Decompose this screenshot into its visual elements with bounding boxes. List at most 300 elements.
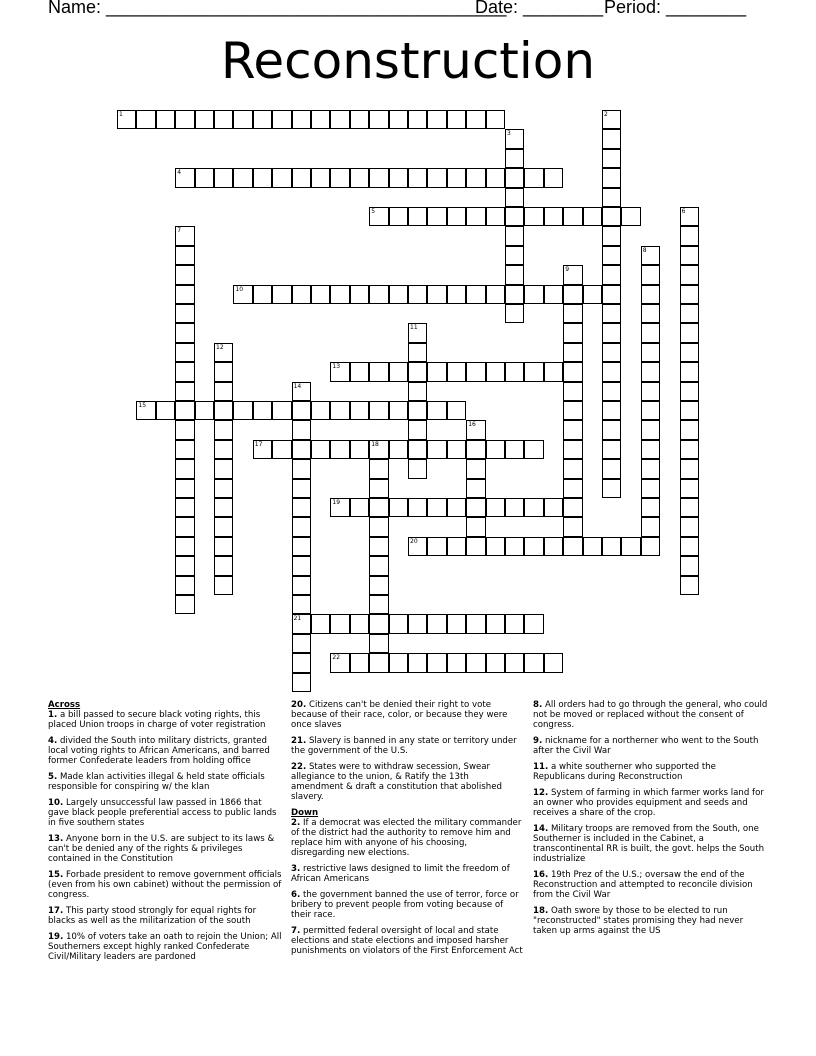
crossword-cell[interactable] xyxy=(641,440,660,459)
crossword-cell[interactable] xyxy=(680,459,699,478)
crossword-cell[interactable] xyxy=(563,498,582,517)
crossword-cell[interactable] xyxy=(175,304,194,323)
crossword-cell[interactable] xyxy=(486,614,505,633)
crossword-cell[interactable] xyxy=(233,110,252,129)
crossword-cell[interactable] xyxy=(641,479,660,498)
crossword-cell[interactable] xyxy=(195,168,214,187)
crossword-cell[interactable] xyxy=(214,537,233,556)
crossword-cell[interactable] xyxy=(427,110,446,129)
crossword-cell[interactable] xyxy=(505,149,524,168)
crossword-cell[interactable] xyxy=(214,440,233,459)
crossword-cell[interactable] xyxy=(427,285,446,304)
crossword-cell[interactable] xyxy=(427,653,446,672)
crossword-cell[interactable] xyxy=(427,401,446,420)
crossword-cell[interactable] xyxy=(195,110,214,129)
crossword-cell[interactable] xyxy=(330,110,349,129)
crossword-cell[interactable] xyxy=(369,285,388,304)
crossword-cell[interactable] xyxy=(389,285,408,304)
crossword-cell[interactable] xyxy=(292,537,311,556)
crossword-cell[interactable] xyxy=(524,537,543,556)
crossword-cell[interactable] xyxy=(621,537,640,556)
crossword-cell[interactable] xyxy=(466,479,485,498)
crossword-cell[interactable] xyxy=(389,653,408,672)
crossword-cell[interactable] xyxy=(524,207,543,226)
crossword-cell[interactable] xyxy=(680,285,699,304)
crossword-cell[interactable] xyxy=(408,207,427,226)
crossword-cell[interactable] xyxy=(369,634,388,653)
crossword-cell[interactable] xyxy=(544,362,563,381)
crossword-cell[interactable] xyxy=(175,440,194,459)
crossword-cell[interactable] xyxy=(408,537,427,556)
crossword-cell[interactable] xyxy=(214,382,233,401)
crossword-cell[interactable] xyxy=(175,537,194,556)
crossword-cell[interactable] xyxy=(524,498,543,517)
crossword-cell[interactable] xyxy=(602,382,621,401)
crossword-cell[interactable] xyxy=(408,110,427,129)
crossword-cell[interactable] xyxy=(427,362,446,381)
crossword-cell[interactable] xyxy=(156,110,175,129)
crossword-cell[interactable] xyxy=(369,479,388,498)
crossword-cell[interactable] xyxy=(602,207,621,226)
crossword-cell[interactable] xyxy=(311,440,330,459)
crossword-cell[interactable] xyxy=(466,440,485,459)
crossword-cell[interactable] xyxy=(505,537,524,556)
crossword-cell[interactable] xyxy=(369,556,388,575)
crossword-cell[interactable] xyxy=(427,168,446,187)
crossword-cell[interactable] xyxy=(292,595,311,614)
crossword-cell[interactable] xyxy=(214,362,233,381)
crossword-cell[interactable] xyxy=(680,498,699,517)
crossword-cell[interactable] xyxy=(408,401,427,420)
crossword-cell[interactable] xyxy=(214,459,233,478)
crossword-cell[interactable] xyxy=(641,362,660,381)
crossword-cell[interactable] xyxy=(369,110,388,129)
crossword-cell[interactable] xyxy=(680,440,699,459)
crossword-cell[interactable] xyxy=(330,362,349,381)
crossword-cell[interactable] xyxy=(641,517,660,536)
crossword-cell[interactable] xyxy=(602,226,621,245)
crossword-cell[interactable] xyxy=(524,653,543,672)
crossword-cell[interactable] xyxy=(292,517,311,536)
crossword-cell[interactable] xyxy=(350,614,369,633)
crossword-cell[interactable] xyxy=(408,168,427,187)
crossword-cell[interactable] xyxy=(486,498,505,517)
crossword-cell[interactable] xyxy=(563,343,582,362)
crossword-cell[interactable] xyxy=(602,188,621,207)
crossword-cell[interactable] xyxy=(447,362,466,381)
crossword-cell[interactable] xyxy=(233,285,252,304)
crossword-cell[interactable] xyxy=(175,343,194,362)
crossword-cell[interactable] xyxy=(389,168,408,187)
crossword-cell[interactable] xyxy=(486,440,505,459)
crossword-cell[interactable] xyxy=(602,459,621,478)
crossword-cell[interactable] xyxy=(505,440,524,459)
crossword-cell[interactable] xyxy=(505,498,524,517)
crossword-cell[interactable] xyxy=(486,207,505,226)
crossword-cell[interactable] xyxy=(330,285,349,304)
crossword-cell[interactable] xyxy=(505,653,524,672)
crossword-cell[interactable] xyxy=(408,653,427,672)
crossword-cell[interactable] xyxy=(369,168,388,187)
crossword-cell[interactable] xyxy=(292,576,311,595)
crossword-cell[interactable] xyxy=(292,634,311,653)
crossword-cell[interactable] xyxy=(505,168,524,187)
crossword-cell[interactable] xyxy=(389,498,408,517)
crossword-cell[interactable] xyxy=(602,343,621,362)
crossword-cell[interactable] xyxy=(544,537,563,556)
crossword-cell[interactable] xyxy=(272,440,291,459)
crossword-cell[interactable] xyxy=(466,362,485,381)
crossword-cell[interactable] xyxy=(350,440,369,459)
crossword-cell[interactable] xyxy=(408,420,427,439)
crossword-cell[interactable] xyxy=(447,537,466,556)
crossword-cell[interactable] xyxy=(486,285,505,304)
crossword-cell[interactable] xyxy=(447,110,466,129)
crossword-cell[interactable] xyxy=(505,265,524,284)
crossword-cell[interactable] xyxy=(524,362,543,381)
crossword-cell[interactable] xyxy=(175,323,194,342)
crossword-cell[interactable] xyxy=(602,304,621,323)
crossword-cell[interactable] xyxy=(466,537,485,556)
crossword-cell[interactable] xyxy=(408,498,427,517)
crossword-cell[interactable] xyxy=(175,498,194,517)
crossword-cell[interactable] xyxy=(214,110,233,129)
crossword-cell[interactable] xyxy=(680,343,699,362)
crossword-cell[interactable] xyxy=(292,556,311,575)
crossword-cell[interactable] xyxy=(330,440,349,459)
crossword-cell[interactable] xyxy=(311,110,330,129)
crossword-cell[interactable] xyxy=(680,362,699,381)
crossword-cell[interactable] xyxy=(311,285,330,304)
crossword-cell[interactable] xyxy=(505,226,524,245)
crossword-cell[interactable] xyxy=(350,498,369,517)
crossword-cell[interactable] xyxy=(214,401,233,420)
crossword-cell[interactable] xyxy=(214,517,233,536)
crossword-cell[interactable] xyxy=(292,110,311,129)
crossword-cell[interactable] xyxy=(408,323,427,342)
crossword-cell[interactable] xyxy=(621,207,640,226)
crossword-cell[interactable] xyxy=(466,498,485,517)
crossword-cell[interactable] xyxy=(466,110,485,129)
crossword-cell[interactable] xyxy=(292,420,311,439)
crossword-cell[interactable] xyxy=(505,207,524,226)
crossword-cell[interactable] xyxy=(408,382,427,401)
crossword-cell[interactable] xyxy=(563,382,582,401)
crossword-cell[interactable] xyxy=(447,653,466,672)
crossword-cell[interactable] xyxy=(369,517,388,536)
crossword-cell[interactable] xyxy=(505,285,524,304)
crossword-cell[interactable] xyxy=(641,537,660,556)
crossword-cell[interactable] xyxy=(524,285,543,304)
crossword-cell[interactable] xyxy=(680,576,699,595)
crossword-cell[interactable] xyxy=(389,362,408,381)
crossword-cell[interactable] xyxy=(136,110,155,129)
crossword-cell[interactable] xyxy=(447,401,466,420)
crossword-cell[interactable] xyxy=(602,285,621,304)
crossword-cell[interactable] xyxy=(563,537,582,556)
crossword-cell[interactable] xyxy=(369,207,388,226)
crossword-cell[interactable] xyxy=(447,614,466,633)
crossword-cell[interactable] xyxy=(272,168,291,187)
crossword-cell[interactable] xyxy=(427,207,446,226)
crossword-cell[interactable] xyxy=(486,110,505,129)
crossword-cell[interactable] xyxy=(466,517,485,536)
crossword-cell[interactable] xyxy=(680,401,699,420)
crossword-cell[interactable] xyxy=(292,382,311,401)
crossword-cell[interactable] xyxy=(544,207,563,226)
crossword-cell[interactable] xyxy=(505,188,524,207)
crossword-cell[interactable] xyxy=(641,459,660,478)
crossword-cell[interactable] xyxy=(602,362,621,381)
crossword-cell[interactable] xyxy=(175,246,194,265)
crossword-cell[interactable] xyxy=(524,168,543,187)
crossword-cell[interactable] xyxy=(369,614,388,633)
crossword-cell[interactable] xyxy=(544,285,563,304)
crossword-cell[interactable] xyxy=(641,382,660,401)
crossword-cell[interactable] xyxy=(233,168,252,187)
crossword-cell[interactable] xyxy=(583,537,602,556)
crossword-cell[interactable] xyxy=(175,595,194,614)
crossword-cell[interactable] xyxy=(563,401,582,420)
crossword-cell[interactable] xyxy=(253,285,272,304)
crossword-cell[interactable] xyxy=(408,440,427,459)
crossword-cell[interactable] xyxy=(447,168,466,187)
crossword-cell[interactable] xyxy=(253,401,272,420)
crossword-cell[interactable] xyxy=(563,207,582,226)
crossword-cell[interactable] xyxy=(292,653,311,672)
crossword-cell[interactable] xyxy=(602,401,621,420)
crossword-cell[interactable] xyxy=(563,459,582,478)
crossword-cell[interactable] xyxy=(563,479,582,498)
crossword-cell[interactable] xyxy=(602,149,621,168)
crossword-cell[interactable] xyxy=(175,226,194,245)
crossword-cell[interactable] xyxy=(175,576,194,595)
crossword-cell[interactable] xyxy=(505,129,524,148)
crossword-cell[interactable] xyxy=(292,440,311,459)
crossword-cell[interactable] xyxy=(641,304,660,323)
crossword-cell[interactable] xyxy=(253,110,272,129)
crossword-cell[interactable] xyxy=(680,226,699,245)
crossword-cell[interactable] xyxy=(195,401,214,420)
crossword-cell[interactable] xyxy=(680,265,699,284)
crossword-cell[interactable] xyxy=(427,537,446,556)
crossword-cell[interactable] xyxy=(136,401,155,420)
crossword-cell[interactable] xyxy=(563,420,582,439)
crossword-cell[interactable] xyxy=(563,304,582,323)
crossword-cell[interactable] xyxy=(641,265,660,284)
crossword-cell[interactable] xyxy=(369,595,388,614)
crossword-cell[interactable] xyxy=(389,110,408,129)
crossword-cell[interactable] xyxy=(292,479,311,498)
crossword-cell[interactable] xyxy=(117,110,136,129)
crossword-cell[interactable] xyxy=(641,420,660,439)
crossword-cell[interactable] xyxy=(524,440,543,459)
crossword-cell[interactable] xyxy=(350,285,369,304)
crossword-cell[interactable] xyxy=(641,285,660,304)
crossword-cell[interactable] xyxy=(466,168,485,187)
crossword-cell[interactable] xyxy=(427,440,446,459)
crossword-cell[interactable] xyxy=(350,110,369,129)
crossword-cell[interactable] xyxy=(389,401,408,420)
crossword-cell[interactable] xyxy=(175,517,194,536)
crossword-cell[interactable] xyxy=(680,207,699,226)
crossword-cell[interactable] xyxy=(330,401,349,420)
crossword-cell[interactable] xyxy=(486,653,505,672)
crossword-cell[interactable] xyxy=(389,207,408,226)
crossword-cell[interactable] xyxy=(447,498,466,517)
crossword-cell[interactable] xyxy=(505,362,524,381)
crossword-cell[interactable] xyxy=(408,285,427,304)
crossword-cell[interactable] xyxy=(311,168,330,187)
crossword-cell[interactable] xyxy=(175,110,194,129)
crossword-cell[interactable] xyxy=(175,265,194,284)
crossword-cell[interactable] xyxy=(350,401,369,420)
crossword-cell[interactable] xyxy=(272,285,291,304)
crossword-cell[interactable] xyxy=(175,479,194,498)
crossword-cell[interactable] xyxy=(641,323,660,342)
crossword-cell[interactable] xyxy=(408,362,427,381)
crossword-cell[interactable] xyxy=(214,498,233,517)
crossword-cell[interactable] xyxy=(641,401,660,420)
crossword-cell[interactable] xyxy=(602,440,621,459)
crossword-cell[interactable] xyxy=(233,401,252,420)
crossword-cell[interactable] xyxy=(408,343,427,362)
crossword-cell[interactable] xyxy=(350,653,369,672)
crossword-cell[interactable] xyxy=(389,440,408,459)
crossword-cell[interactable] xyxy=(486,362,505,381)
crossword-cell[interactable] xyxy=(602,246,621,265)
crossword-cell[interactable] xyxy=(214,343,233,362)
crossword-cell[interactable] xyxy=(350,168,369,187)
crossword-cell[interactable] xyxy=(466,459,485,478)
crossword-cell[interactable] xyxy=(486,168,505,187)
crossword-cell[interactable] xyxy=(214,576,233,595)
crossword-cell[interactable] xyxy=(330,168,349,187)
crossword-cell[interactable] xyxy=(292,459,311,478)
crossword-cell[interactable] xyxy=(602,129,621,148)
crossword-cell[interactable] xyxy=(466,207,485,226)
crossword-cell[interactable] xyxy=(544,653,563,672)
crossword-cell[interactable] xyxy=(330,498,349,517)
crossword-cell[interactable] xyxy=(175,168,194,187)
crossword-cell[interactable] xyxy=(214,479,233,498)
crossword-cell[interactable] xyxy=(292,614,311,633)
crossword-cell[interactable] xyxy=(253,440,272,459)
crossword-cell[interactable] xyxy=(641,246,660,265)
crossword-cell[interactable] xyxy=(369,537,388,556)
crossword-cell[interactable] xyxy=(466,285,485,304)
crossword-cell[interactable] xyxy=(602,110,621,129)
crossword-cell[interactable] xyxy=(175,382,194,401)
crossword-cell[interactable] xyxy=(369,362,388,381)
crossword-cell[interactable] xyxy=(680,323,699,342)
crossword-cell[interactable] xyxy=(175,420,194,439)
crossword-cell[interactable] xyxy=(524,614,543,633)
crossword-cell[interactable] xyxy=(680,304,699,323)
crossword-cell[interactable] xyxy=(505,246,524,265)
crossword-cell[interactable] xyxy=(563,265,582,284)
crossword-cell[interactable] xyxy=(253,168,272,187)
date-field[interactable]: Date: ________ xyxy=(475,0,604,17)
crossword-cell[interactable] xyxy=(175,285,194,304)
crossword-cell[interactable] xyxy=(602,265,621,284)
crossword-cell[interactable] xyxy=(680,382,699,401)
crossword-cell[interactable] xyxy=(466,614,485,633)
crossword-cell[interactable] xyxy=(602,420,621,439)
crossword-cell[interactable] xyxy=(583,285,602,304)
crossword-cell[interactable] xyxy=(272,110,291,129)
crossword-cell[interactable] xyxy=(214,556,233,575)
crossword-cell[interactable] xyxy=(330,653,349,672)
crossword-cell[interactable] xyxy=(680,420,699,439)
crossword-cell[interactable] xyxy=(369,440,388,459)
crossword-cell[interactable] xyxy=(680,556,699,575)
crossword-cell[interactable] xyxy=(563,440,582,459)
crossword-cell[interactable] xyxy=(292,673,311,692)
crossword-cell[interactable] xyxy=(505,614,524,633)
crossword-cell[interactable] xyxy=(466,420,485,439)
crossword-cell[interactable] xyxy=(447,285,466,304)
crossword-cell[interactable] xyxy=(602,323,621,342)
crossword-cell[interactable] xyxy=(175,401,194,420)
crossword-cell[interactable] xyxy=(175,459,194,478)
crossword-cell[interactable] xyxy=(447,207,466,226)
crossword-cell[interactable] xyxy=(311,614,330,633)
crossword-cell[interactable] xyxy=(641,498,660,517)
crossword-cell[interactable] xyxy=(680,517,699,536)
crossword-cell[interactable] xyxy=(680,246,699,265)
crossword-cell[interactable] xyxy=(505,304,524,323)
crossword-cell[interactable] xyxy=(544,168,563,187)
crossword-cell[interactable] xyxy=(292,498,311,517)
crossword-cell[interactable] xyxy=(292,285,311,304)
crossword-cell[interactable] xyxy=(330,614,349,633)
crossword-cell[interactable] xyxy=(447,440,466,459)
crossword-cell[interactable] xyxy=(369,401,388,420)
crossword-cell[interactable] xyxy=(175,556,194,575)
crossword-cell[interactable] xyxy=(486,537,505,556)
crossword-cell[interactable] xyxy=(350,362,369,381)
crossword-cell[interactable] xyxy=(427,614,446,633)
crossword-cell[interactable] xyxy=(602,537,621,556)
crossword-cell[interactable] xyxy=(641,343,660,362)
crossword-cell[interactable] xyxy=(563,517,582,536)
crossword-cell[interactable] xyxy=(680,479,699,498)
crossword-cell[interactable] xyxy=(175,362,194,381)
crossword-cell[interactable] xyxy=(369,459,388,478)
crossword-cell[interactable] xyxy=(311,401,330,420)
crossword-cell[interactable] xyxy=(292,168,311,187)
crossword-cell[interactable] xyxy=(583,207,602,226)
crossword-cell[interactable] xyxy=(272,401,291,420)
crossword-cell[interactable] xyxy=(389,614,408,633)
period-field[interactable]: Period: ________ xyxy=(604,0,747,17)
crossword-cell[interactable] xyxy=(563,323,582,342)
crossword-cell[interactable] xyxy=(369,653,388,672)
crossword-cell[interactable] xyxy=(369,576,388,595)
crossword-cell[interactable] xyxy=(563,285,582,304)
crossword-cell[interactable] xyxy=(369,498,388,517)
crossword-cell[interactable] xyxy=(408,614,427,633)
crossword-cell[interactable] xyxy=(156,401,175,420)
crossword-cell[interactable] xyxy=(602,168,621,187)
crossword-cell[interactable] xyxy=(292,401,311,420)
crossword-cell[interactable] xyxy=(466,653,485,672)
name-field[interactable]: Name: ________________________________________ xyxy=(48,0,507,17)
crossword-cell[interactable] xyxy=(680,537,699,556)
crossword-cell[interactable] xyxy=(427,498,446,517)
crossword-cell[interactable] xyxy=(602,479,621,498)
